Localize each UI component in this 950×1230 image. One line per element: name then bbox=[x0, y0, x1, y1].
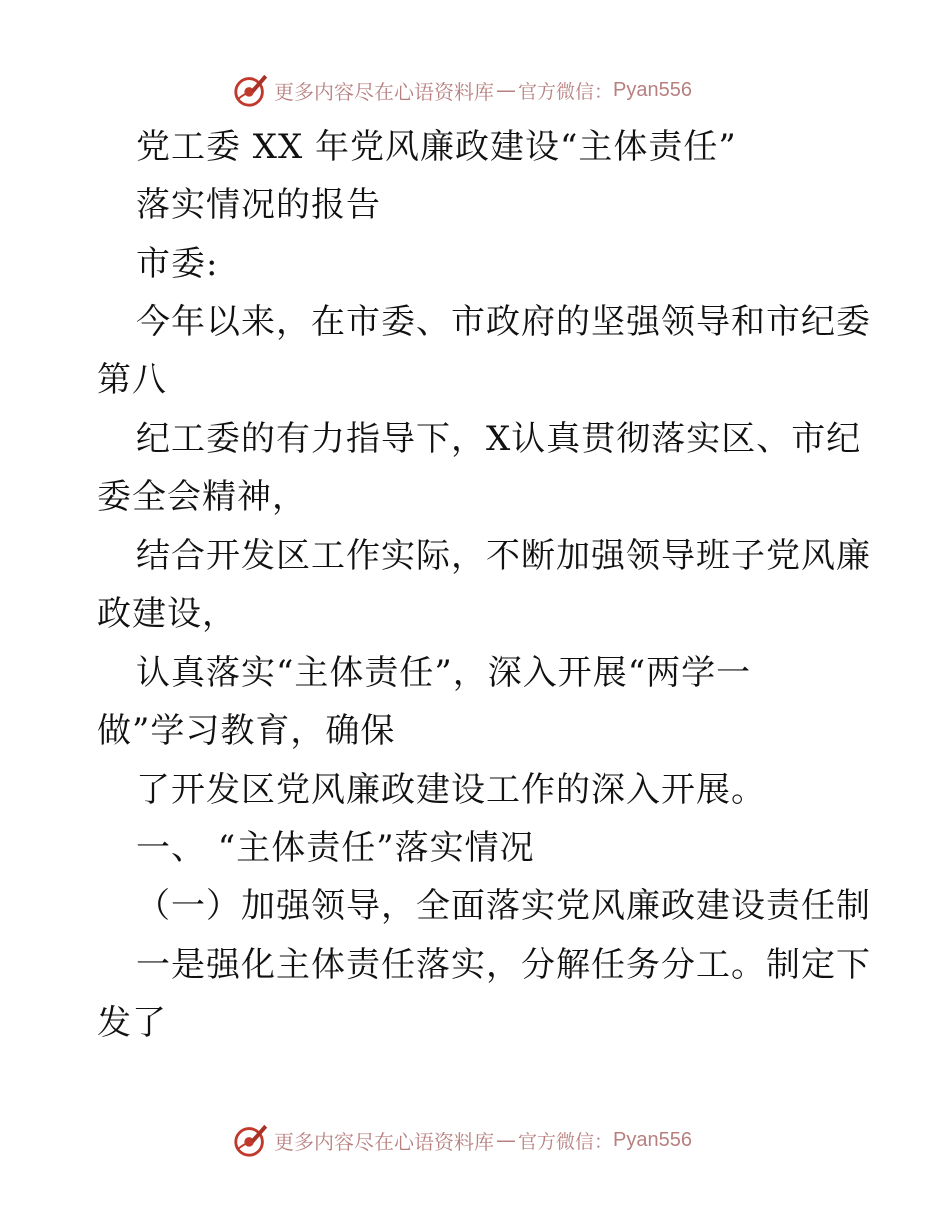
doc-paragraph-line: 认真落实“主体责任”，深入开展“两学一 bbox=[136, 653, 752, 693]
doc-subsection-heading: （一）加强领导，全面落实党风廉政建设责任制 bbox=[136, 886, 871, 926]
doc-paragraph-line: 结合开发区工作实际，不断加强领导班子党风廉 bbox=[136, 536, 871, 576]
doc-paragraph-line: 今年以来，在市委、市政府的坚强领导和市纪委 bbox=[136, 302, 871, 342]
doc-salutation: 市委: bbox=[136, 244, 219, 284]
doc-paragraph-line: 了开发区党风廉政建设工作的深入开展。 bbox=[136, 770, 766, 810]
doc-paragraph-line: 第八 bbox=[97, 360, 167, 400]
banner-wechat-id: Pyan556 bbox=[613, 78, 692, 101]
banner-text: 更多内容尽在心语资料库 bbox=[274, 1129, 494, 1154]
banner-dash: — bbox=[496, 78, 516, 102]
doc-paragraph-line: 发了 bbox=[97, 1003, 167, 1043]
doc-section-heading: 一、 “主体责任”落实情况 bbox=[136, 828, 535, 868]
pen-nib-logo-icon bbox=[232, 71, 270, 109]
banner-wechat-label: 官方微信： bbox=[518, 1130, 614, 1153]
banner-dash: — bbox=[496, 1128, 516, 1152]
doc-paragraph-line: 一是强化主体责任落实，分解任务分工。制定下 bbox=[136, 945, 871, 985]
doc-title-line-1: 党工委 XX 年党风廉政建设“主体责任” bbox=[136, 127, 737, 167]
doc-paragraph-line: 政建设， bbox=[97, 594, 237, 634]
doc-paragraph-line: 委全会精神， bbox=[97, 477, 307, 517]
banner-wechat-label: 官方微信： bbox=[518, 80, 614, 103]
doc-paragraph-line: 纪工委的有力指导下，X认真贯彻落实区、市纪 bbox=[136, 419, 862, 459]
footer-banner bbox=[232, 1120, 692, 1160]
pen-nib-logo-icon bbox=[232, 1121, 270, 1159]
banner-text: 更多内容尽在心语资料库 bbox=[274, 79, 494, 104]
doc-title-line-2: 落实情况的报告 bbox=[136, 185, 381, 225]
doc-paragraph-line: 做”学习教育，确保 bbox=[97, 711, 396, 751]
banner-wechat-id: Pyan556 bbox=[613, 1128, 692, 1151]
header-banner bbox=[232, 70, 692, 110]
